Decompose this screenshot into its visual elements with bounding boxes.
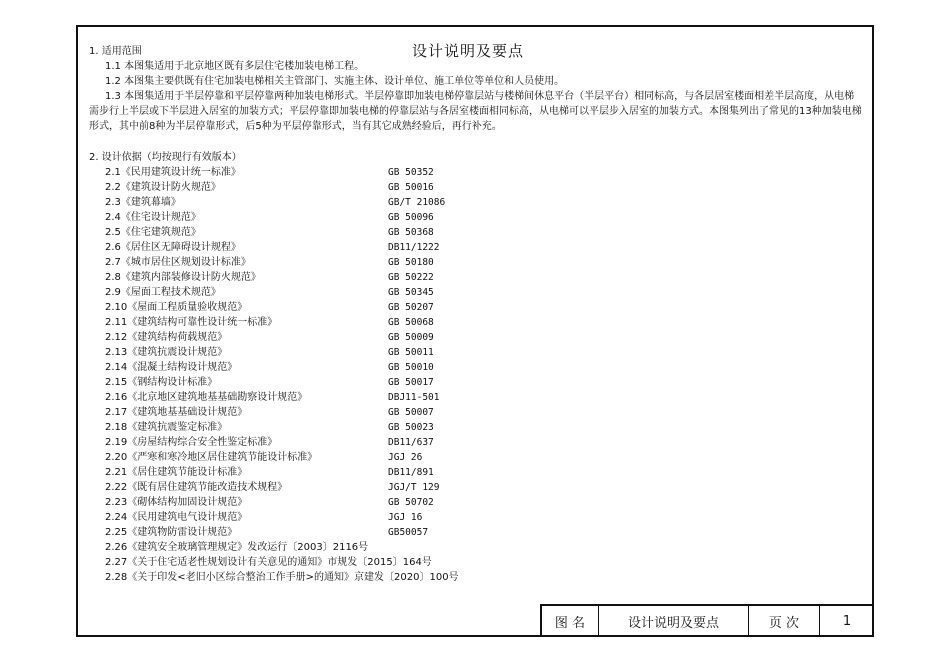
reference-title: 2.23《砌体结构加固设计规范》 [105, 497, 248, 508]
reference-title: 2.4《住宅设计规范》 [105, 212, 201, 223]
reference-code: GB50057 [388, 527, 429, 538]
reference-title: 2.10《屋面工程质量验收规范》 [105, 302, 248, 313]
page-title: 设计说明及要点 [411, 42, 524, 60]
section1-item-2: 1.2 本图集主要供既有住宅加装电梯相关主管部门、实施主体、设计单位、施工单位等单位和人员使用。 [105, 76, 565, 87]
reference-code: GB 50009 [388, 332, 434, 343]
reference-code: GB 50207 [388, 302, 434, 313]
reference-title: 2.12《建筑结构荷载规范》 [105, 332, 228, 343]
reference-title: 2.11《建筑结构可靠性设计统一标准》 [105, 317, 278, 328]
title-block-page-label: 页 次 [768, 616, 800, 631]
reference-code: GB 50010 [388, 362, 434, 373]
reference-code: GB 50352 [388, 167, 434, 178]
reference-code: JGJ 26 [388, 452, 423, 463]
reference-title: 2.2《建筑设计防火规范》 [105, 182, 221, 193]
title-block-name-label: 图 名 [554, 616, 586, 631]
reference-title: 2.14《混凝土结构设计规范》 [105, 362, 238, 373]
reference-code: GB 50368 [388, 227, 434, 238]
reference-title: 2.19《房屋结构综合安全性鉴定标准》 [105, 437, 278, 448]
section1-item-1: 1.1 本图集适用于北京地区既有多层住宅楼加装电梯工程。 [105, 61, 365, 72]
reference-title: 2.8《建筑内部装修设计防火规范》 [105, 272, 261, 283]
reference-code: GB 50345 [388, 287, 434, 298]
reference-code: GB 50023 [388, 422, 434, 433]
reference-title: 2.9《屋面工程技术规范》 [105, 287, 221, 298]
reference-code: DB11/1222 [388, 242, 440, 253]
reference-code: DB11/637 [388, 437, 434, 448]
reference-title: 2.18《建筑抗震鉴定标准》 [105, 422, 228, 433]
reference-code: GB 50096 [388, 212, 434, 223]
reference-title: 2.20《严寒和寒冷地区居住建筑节能设计标准》 [105, 452, 318, 463]
reference-title: 2.5《住宅建筑规范》 [105, 227, 201, 238]
reference-code: GB 50702 [388, 497, 434, 508]
reference-title: 2.16《北京地区建筑地基基础勘察设计规范》 [105, 392, 308, 403]
reference-title: 2.15《钢结构设计标准》 [105, 377, 218, 388]
section1-heading: 1. 适用范围 [89, 46, 142, 57]
title-block-page-number: 1 [842, 614, 852, 629]
reference-title: 2.6《居住区无障碍设计规程》 [105, 242, 241, 253]
reference-extra: 2.28《关于印发<老旧小区综合整治工作手册>的通知》京建发〔2020〕100号 [105, 572, 459, 583]
reference-title: 2.21《居住建筑节能设计标准》 [105, 467, 248, 478]
reference-title: 2.17《建筑地基基础设计规范》 [105, 407, 248, 418]
reference-code: DB11/891 [388, 467, 434, 478]
reference-code: DBJ11-501 [388, 392, 440, 403]
reference-code: GB/T 21086 [388, 197, 446, 208]
reference-title: 2.1《民用建筑设计统一标准》 [105, 167, 241, 178]
reference-extra: 2.27《关于住宅适老性规划设计有关意见的通知》市规发〔2015〕164号 [105, 557, 432, 568]
reference-code: GB 50011 [388, 347, 434, 358]
reference-title: 2.22《既有居住建筑节能改造技术规程》 [105, 482, 288, 493]
title-block-drawing-name: 设计说明及要点 [627, 616, 719, 631]
reference-title: 2.24《民用建筑电气设计规范》 [105, 512, 248, 523]
reference-code: JGJ 16 [388, 512, 423, 523]
reference-title: 2.13《建筑抗震设计规范》 [105, 347, 228, 358]
reference-code: GB 50222 [388, 272, 434, 283]
reference-code: GB 50016 [388, 182, 434, 193]
reference-code: GB 50180 [388, 257, 434, 268]
reference-code: GB 50068 [388, 317, 434, 328]
reference-title: 2.7《城市居住区规划设计标准》 [105, 257, 251, 268]
reference-code: JGJ/T 129 [388, 482, 440, 493]
title-block [540, 604, 874, 637]
reference-title: 2.25《建筑物防雷设计规范》 [105, 527, 238, 538]
section1-item-3: 1.3 本图集适用于半层停靠和平层停靠两种加装电梯形式。半层停靠即加装电梯停靠层站与楼梯间休息平台（半层平台）相同标高，与各层居室楼面相差半层高度，从电梯需步行上半层或下半层进入居室的加装方式；平层停靠即加装电梯的停靠层站与各居室楼面相同标高，从电梯可以平层步入居室的加装方式。本图集列出了常见的13种加装电梯形式，其中前8种为半层停靠形式，后5种为平层停靠形式，当有其它成熟经验后，再行补充。 [89, 91, 862, 132]
reference-extra: 2.26《建筑安全玻璃管理规定》发改运行〔2003〕2116号 [105, 542, 369, 553]
reference-title: 2.3《建筑幕墙》 [105, 197, 181, 208]
reference-code: GB 50007 [388, 407, 434, 418]
reference-code: GB 50017 [388, 377, 434, 388]
section2-heading: 2. 设计依据（均按现行有效版本） [89, 152, 242, 163]
